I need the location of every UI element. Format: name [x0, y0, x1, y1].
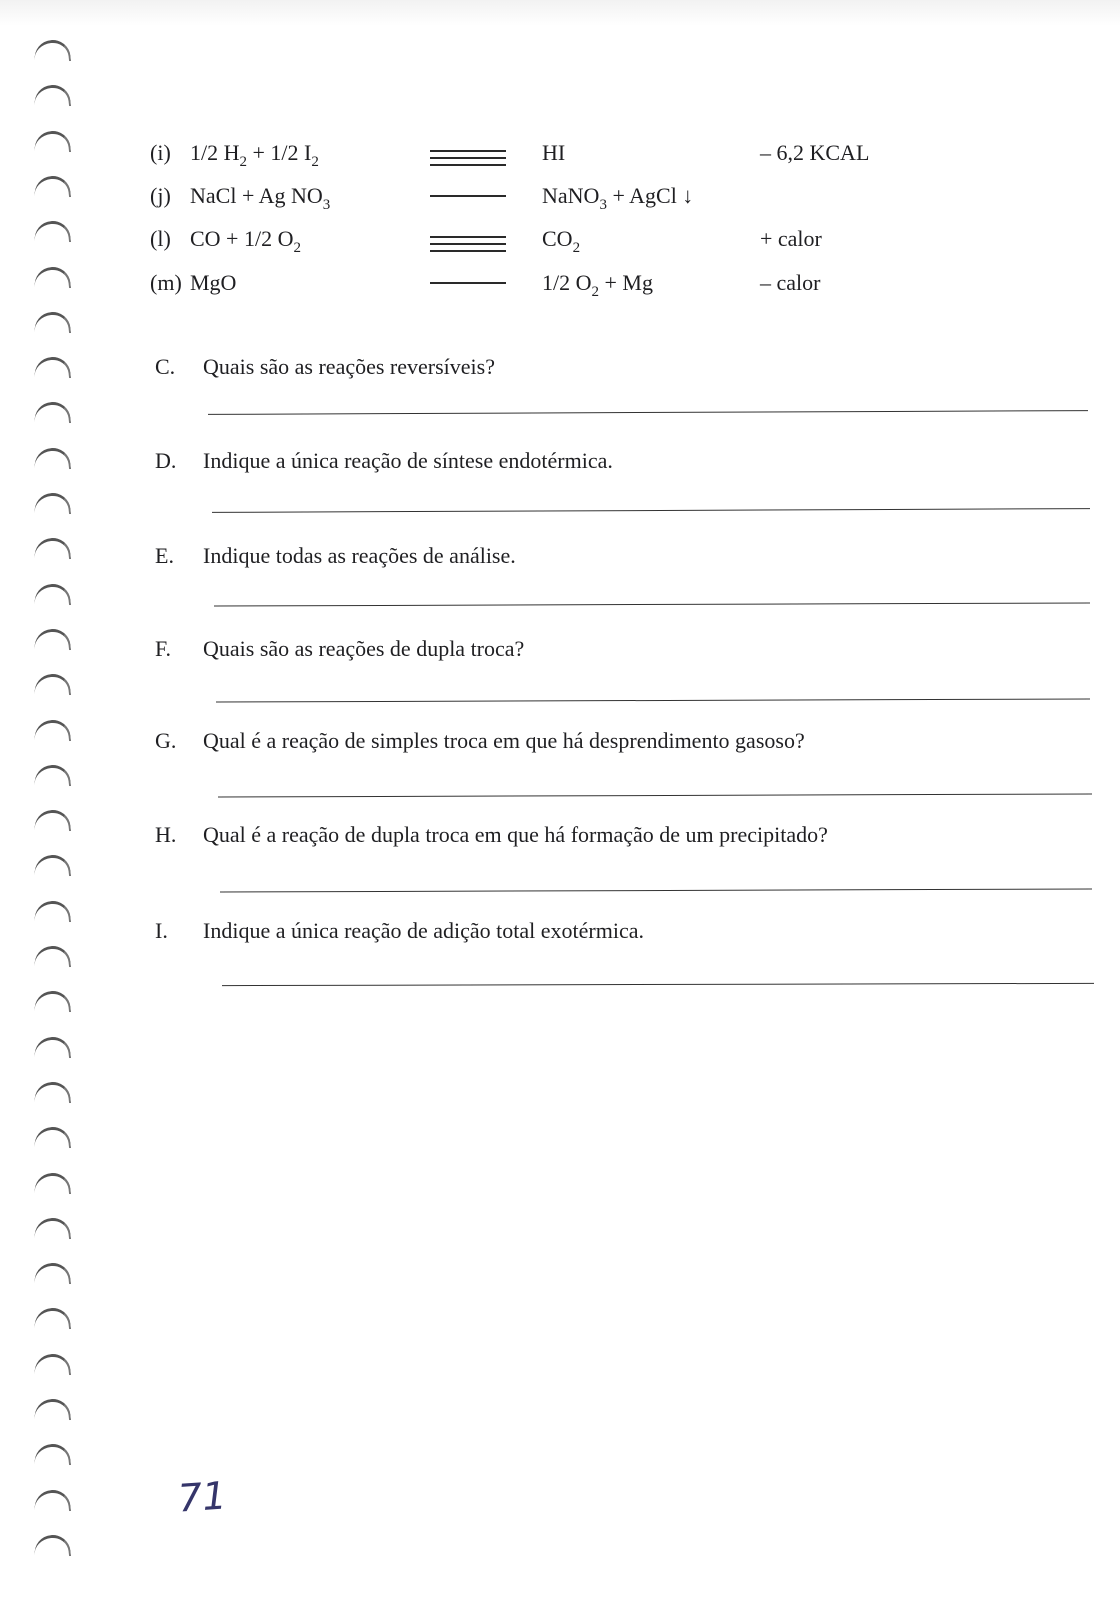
spiral-ring: [33, 1035, 71, 1062]
spiral-ring: [33, 1533, 71, 1560]
equation-label: (i): [150, 140, 171, 165]
spiral-ring: [33, 491, 71, 518]
question-g: [155, 728, 805, 754]
question-text: Indique todas as reações de análise.: [203, 543, 516, 568]
question-h: [155, 822, 828, 848]
spiral-ring: [33, 1216, 71, 1243]
equation-label: (m): [150, 270, 182, 295]
equation-label: (l): [150, 226, 171, 251]
spiral-ring: [33, 1261, 71, 1288]
equilibrium-arrow: [430, 236, 506, 257]
question-c: [155, 354, 495, 380]
equation-products: $CO_2$: [542, 226, 581, 256]
question-f: [155, 636, 524, 662]
equation-reactants: NaCl + Ag $NO_3$: [190, 183, 331, 213]
scan-edge: [0, 0, 1120, 26]
equation-energy: – 6,2 KCAL: [760, 140, 870, 165]
spiral-ring: [33, 899, 71, 926]
equation-products: HI: [542, 140, 566, 165]
question-letter: C.: [155, 354, 176, 379]
spiral-ring: [33, 355, 71, 382]
equation-products: NaNO$_3$ + AgCl ↓: [542, 183, 694, 213]
spiral-ring: [33, 446, 71, 473]
equation-energy: + calor: [760, 226, 822, 251]
question-letter: F.: [155, 636, 171, 661]
question-text: Quais são as reações de dupla troca?: [203, 636, 525, 661]
question-letter: D.: [155, 448, 177, 473]
spiral-ring: [33, 38, 71, 65]
spiral-ring: [33, 808, 71, 835]
question-letter: I.: [155, 918, 168, 943]
handwritten-page-number: 71: [176, 1473, 228, 1521]
question-letter: H.: [155, 822, 177, 847]
question-text: Indique a única reação de adição total exotérmica.: [203, 918, 644, 943]
spiral-ring: [33, 536, 71, 563]
answer-line-d[interactable]: [212, 508, 1090, 513]
spiral-ring: [33, 310, 71, 337]
question-text: Indique a única reação de síntese endotérmica.: [203, 448, 613, 473]
spiral-ring: [33, 1307, 71, 1334]
spiral-ring: [33, 944, 71, 971]
question-letter: E.: [155, 543, 174, 568]
question-i: [155, 918, 644, 944]
answer-line-e[interactable]: [214, 602, 1090, 606]
equation-reactants: 1/2 $H_2 + 1/2$ $I_2$: [190, 140, 319, 170]
spiral-ring: [33, 174, 71, 201]
spiral-ring: [33, 1352, 71, 1379]
answer-line-c[interactable]: [208, 410, 1088, 415]
spiral-ring: [33, 219, 71, 246]
spiral-ring: [33, 582, 71, 609]
answer-line-f[interactable]: [216, 698, 1090, 702]
spiral-ring: [33, 1171, 71, 1198]
spiral-ring: [33, 763, 71, 790]
equation-label: (j): [150, 183, 171, 208]
reaction-arrow: [430, 195, 506, 202]
question-text: Quais são as reações reversíveis?: [203, 354, 495, 379]
spiral-binding: [34, 40, 84, 1580]
equilibrium-arrow: [430, 150, 506, 171]
equation-reactants: CO + 1/2 $O_2$: [190, 226, 301, 256]
spiral-ring: [33, 1488, 71, 1515]
spiral-ring: [33, 989, 71, 1016]
spiral-ring: [33, 718, 71, 745]
question-text: Qual é a reação de dupla troca em que há formação de um precipitado?: [203, 822, 828, 847]
question-e: [155, 543, 516, 569]
answer-line-i[interactable]: [222, 983, 1094, 986]
spiral-ring: [33, 1442, 71, 1469]
spiral-ring: [33, 83, 71, 110]
reaction-arrow: [430, 282, 506, 289]
equation-energy: – calor: [760, 270, 821, 295]
answer-line-h[interactable]: [220, 888, 1092, 892]
answer-line-g[interactable]: [218, 793, 1092, 797]
equation-reactants: MgO: [190, 270, 237, 295]
spiral-ring: [33, 672, 71, 699]
spiral-ring: [33, 1080, 71, 1107]
spiral-ring: [33, 627, 71, 654]
spiral-ring: [33, 129, 71, 156]
question-d: [155, 448, 613, 474]
spiral-ring: [33, 265, 71, 292]
spiral-ring: [33, 401, 71, 428]
question-letter: G.: [155, 728, 177, 753]
spiral-ring: [33, 854, 71, 881]
spiral-ring: [33, 1397, 71, 1424]
question-text: Qual é a reação de simples troca em que há desprendimento gasoso?: [203, 728, 805, 753]
equation-products: 1/2 $O_2 + Mg$: [542, 270, 653, 300]
spiral-ring: [33, 1125, 71, 1152]
